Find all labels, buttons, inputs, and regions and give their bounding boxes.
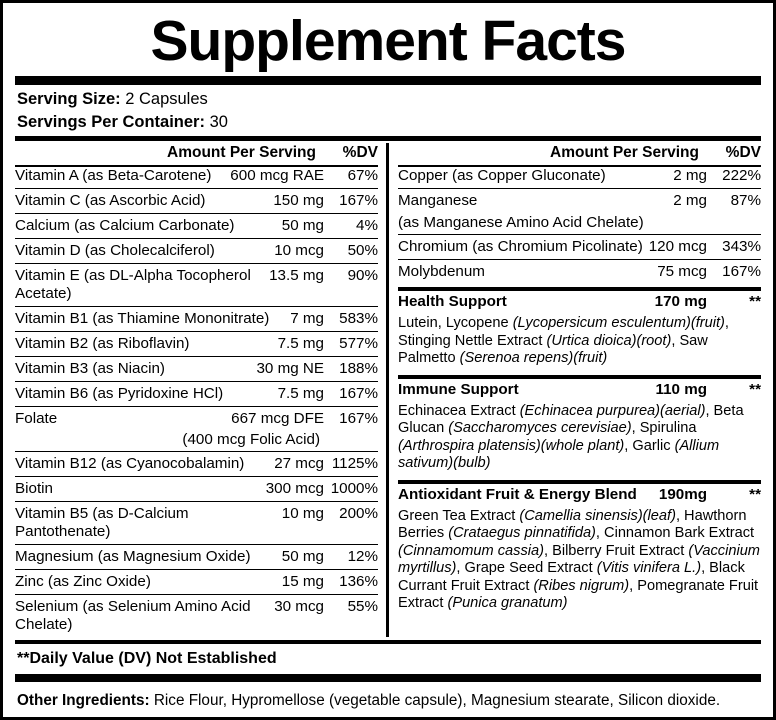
nutrient-amount: 10 mg	[281, 505, 324, 523]
nutrient-dv: 1125%	[331, 455, 378, 473]
table-row	[15, 381, 378, 406]
blend-row	[398, 486, 761, 507]
title-divider	[15, 76, 761, 85]
nutrient-name: Vitamin B12 (as Cyanocobalamin)	[15, 455, 245, 473]
table-row	[15, 238, 378, 263]
blend-row	[398, 381, 761, 402]
table-row	[15, 331, 378, 356]
nutrient-dv: 167%	[339, 192, 378, 210]
nutrient-amount: 75 mcg	[657, 263, 707, 281]
nutrient-name: Vitamin B5 (as D-Calcium Pantothenate)	[15, 505, 189, 541]
blend-description: Lutein, Lycopene (Lycopersicum esculentum)(fruit), Stinging Nettle Extract (Urtica dioica)(root), Saw Palmetto (Serenoa repens)(fruit)	[398, 315, 729, 367]
nutrient-dv: 87%	[730, 192, 761, 210]
blend-name: Antioxidant Fruit & Energy Blend	[398, 485, 637, 503]
nutrient-amount: 7 mg	[290, 309, 324, 327]
table-row	[398, 188, 761, 213]
other-ingredients	[15, 686, 761, 710]
blend-divider-2	[398, 375, 761, 379]
nutrient-amount: 15 mg	[281, 573, 324, 591]
servings-per-container-value: 30	[209, 113, 228, 132]
table-row	[398, 234, 761, 259]
nutrient-name: Chromium (as Chromium Picolinate)	[398, 238, 643, 256]
blend-amount: 170 mg	[654, 293, 707, 311]
daily-value-footnote: **Daily Value (DV) Not Established	[17, 649, 277, 667]
blend-name: Immune Support	[398, 380, 519, 398]
column-header-right	[398, 143, 761, 165]
table-row	[15, 188, 378, 213]
table-row	[15, 544, 378, 569]
nutrient-name: Magnesium (as Magnesium Oxide)	[15, 548, 251, 566]
nutrient-name: Vitamin C (as Ascorbic Acid)	[15, 192, 206, 210]
table-row	[15, 451, 378, 476]
nutrient-dv: 1000%	[330, 480, 378, 498]
table-row	[15, 263, 378, 306]
nutrient-name: Vitamin D (as Cholecalciferol)	[15, 242, 215, 260]
nutrient-dv: 167%	[339, 409, 378, 427]
blend-dv: **	[749, 485, 761, 503]
table-row	[15, 476, 378, 501]
nutrient-amount: 2 mg	[673, 167, 707, 185]
serving-size-label: Serving Size:	[17, 90, 121, 108]
table-row	[398, 167, 761, 188]
serving-size-value: 2 Capsules	[125, 90, 208, 108]
nutrient-amount: 600 mcg RAE	[230, 167, 324, 185]
nutrient-amount: 30 mg NE	[256, 359, 324, 377]
table-row	[15, 594, 378, 637]
nutrient-name: Vitamin A (as Beta-Carotene)	[15, 167, 212, 185]
servings-per-container-line	[17, 112, 761, 133]
nutrient-amount: 30 mcg	[274, 598, 324, 616]
amount-per-serving-header-left: Amount Per Serving	[167, 144, 316, 162]
percent-dv-header-left: %DV	[342, 144, 378, 162]
nutrient-dv: 167%	[722, 263, 761, 281]
nutrient-dv: 67%	[347, 167, 378, 185]
nutrient-dv: 12%	[347, 548, 378, 566]
nutrient-dv: 200%	[339, 505, 378, 523]
servings-per-container-label: Servings Per Container:	[17, 113, 205, 132]
page-title: Supplement Facts	[150, 9, 626, 73]
table-row	[15, 167, 378, 188]
nutrient-amount: 150 mg	[273, 192, 324, 210]
nutrient-column-right	[386, 143, 761, 637]
nutrient-name: Folate	[15, 409, 58, 427]
nutrient-amount: 50 mg	[281, 217, 324, 235]
nutrient-name: Selenium (as Selenium Amino Acid Chelate)	[15, 598, 251, 634]
nutrient-name: Copper (as Copper Gluconate)	[398, 167, 606, 185]
nutrient-name: Calcium (as Calcium Carbonate)	[15, 217, 235, 235]
folate-sub-amount: (400 mcg Folic Acid)	[182, 430, 320, 448]
nutrient-amount: 7.5 mg	[277, 334, 324, 352]
nutrient-amount: 13.5 mg	[269, 266, 324, 284]
column-header-left	[15, 143, 378, 165]
nutrient-dv: 4%	[356, 217, 378, 235]
nutrient-amount: 2 mg	[673, 192, 707, 210]
nutrient-name: Manganese	[398, 192, 478, 210]
nutrient-name: Vitamin B1 (as Thiamine Mononitrate)	[15, 309, 270, 327]
nutrient-dv: 583%	[339, 309, 378, 327]
nutrient-dv: 188%	[339, 359, 378, 377]
nutrient-name: Vitamin B3 (as Niacin)	[15, 359, 165, 377]
blend-divider-1	[398, 287, 761, 291]
nutrient-name: Molybdenum	[398, 263, 485, 281]
table-row	[15, 406, 378, 431]
blend-name: Health Support	[398, 293, 507, 311]
blend-divider-3	[398, 480, 761, 484]
blend-dv: **	[749, 380, 761, 398]
serving-divider	[15, 136, 761, 141]
table-row	[398, 259, 761, 284]
serving-size-line	[17, 89, 761, 110]
other-ingredients-divider	[15, 674, 761, 682]
nutrient-amount: 27 mcg	[274, 455, 324, 473]
nutrient-dv: 222%	[722, 167, 761, 185]
nutrient-dv: 136%	[339, 573, 378, 591]
table-row	[15, 569, 378, 594]
nutrient-amount: 300 mcg	[265, 480, 324, 498]
nutrient-dv: 343%	[722, 238, 761, 256]
nutrient-name: Biotin	[15, 480, 53, 498]
nutrient-dv: 577%	[339, 334, 378, 352]
nutrient-dv: 167%	[339, 384, 378, 402]
blend-description: Green Tea Extract (Camellia sinensis)(leaf), Hawthorn Berries (Crataegus pinnatifida), Cinnamon Bark Extract (Cinnamomum cassia), Bilberry Fruit Extract (Vaccinium myrtillus), Grape Seed Extract (Vitis vinifera L.), Black Currant Fruit Extract (Ribes nigrum), Pomegranate Fruit Extract (Punica granatum)	[398, 507, 760, 612]
table-row	[15, 356, 378, 381]
blend-description: Echinacea Extract (Echinacea purpurea)(aerial), Beta Glucan (Saccharomyces cerevisiae), Spirulina (Arthrospira platensis)(whole plant), Garlic (Allium sativum)(bulb)	[398, 402, 744, 472]
blend-row	[398, 293, 761, 314]
other-ingredients-value: Rice Flour, Hypromellose (vegetable capsule), Magnesium stearate, Silicon dioxide.	[153, 691, 721, 709]
nutrient-dv: 90%	[347, 266, 378, 284]
nutrient-columns	[15, 143, 761, 637]
table-row	[15, 306, 378, 331]
percent-dv-header-right: %DV	[725, 144, 761, 162]
manganese-source-note: (as Manganese Amino Acid Chelate)	[398, 214, 644, 232]
amount-per-serving-header-right: Amount Per Serving	[550, 144, 699, 162]
blend-amount: 110 mg	[655, 380, 707, 398]
nutrient-amount: 50 mg	[281, 548, 324, 566]
nutrient-name: Vitamin B2 (as Riboflavin)	[15, 334, 190, 352]
nutrient-column-left	[15, 143, 386, 637]
nutrient-dv: 55%	[347, 598, 378, 616]
nutrient-amount: 120 mcg	[648, 238, 707, 256]
footnote-divider	[15, 640, 761, 644]
table-row	[15, 501, 378, 544]
table-row	[15, 213, 378, 238]
nutrient-name: Zinc (as Zinc Oxide)	[15, 573, 151, 591]
nutrient-amount: 667 mcg DFE	[231, 409, 324, 427]
nutrient-dv: 50%	[347, 242, 378, 260]
other-ingredients-label: Other Ingredients:	[17, 691, 150, 709]
blend-dv: **	[749, 293, 761, 311]
nutrient-amount: 7.5 mg	[277, 384, 324, 402]
nutrient-name: Vitamin E (as DL-Alpha Tocopherol Acetate)	[15, 266, 251, 302]
blend-amount: 190mg	[658, 485, 707, 503]
nutrient-amount: 10 mcg	[274, 242, 324, 260]
nutrient-name: Vitamin B6 (as Pyridoxine HCl)	[15, 384, 224, 402]
